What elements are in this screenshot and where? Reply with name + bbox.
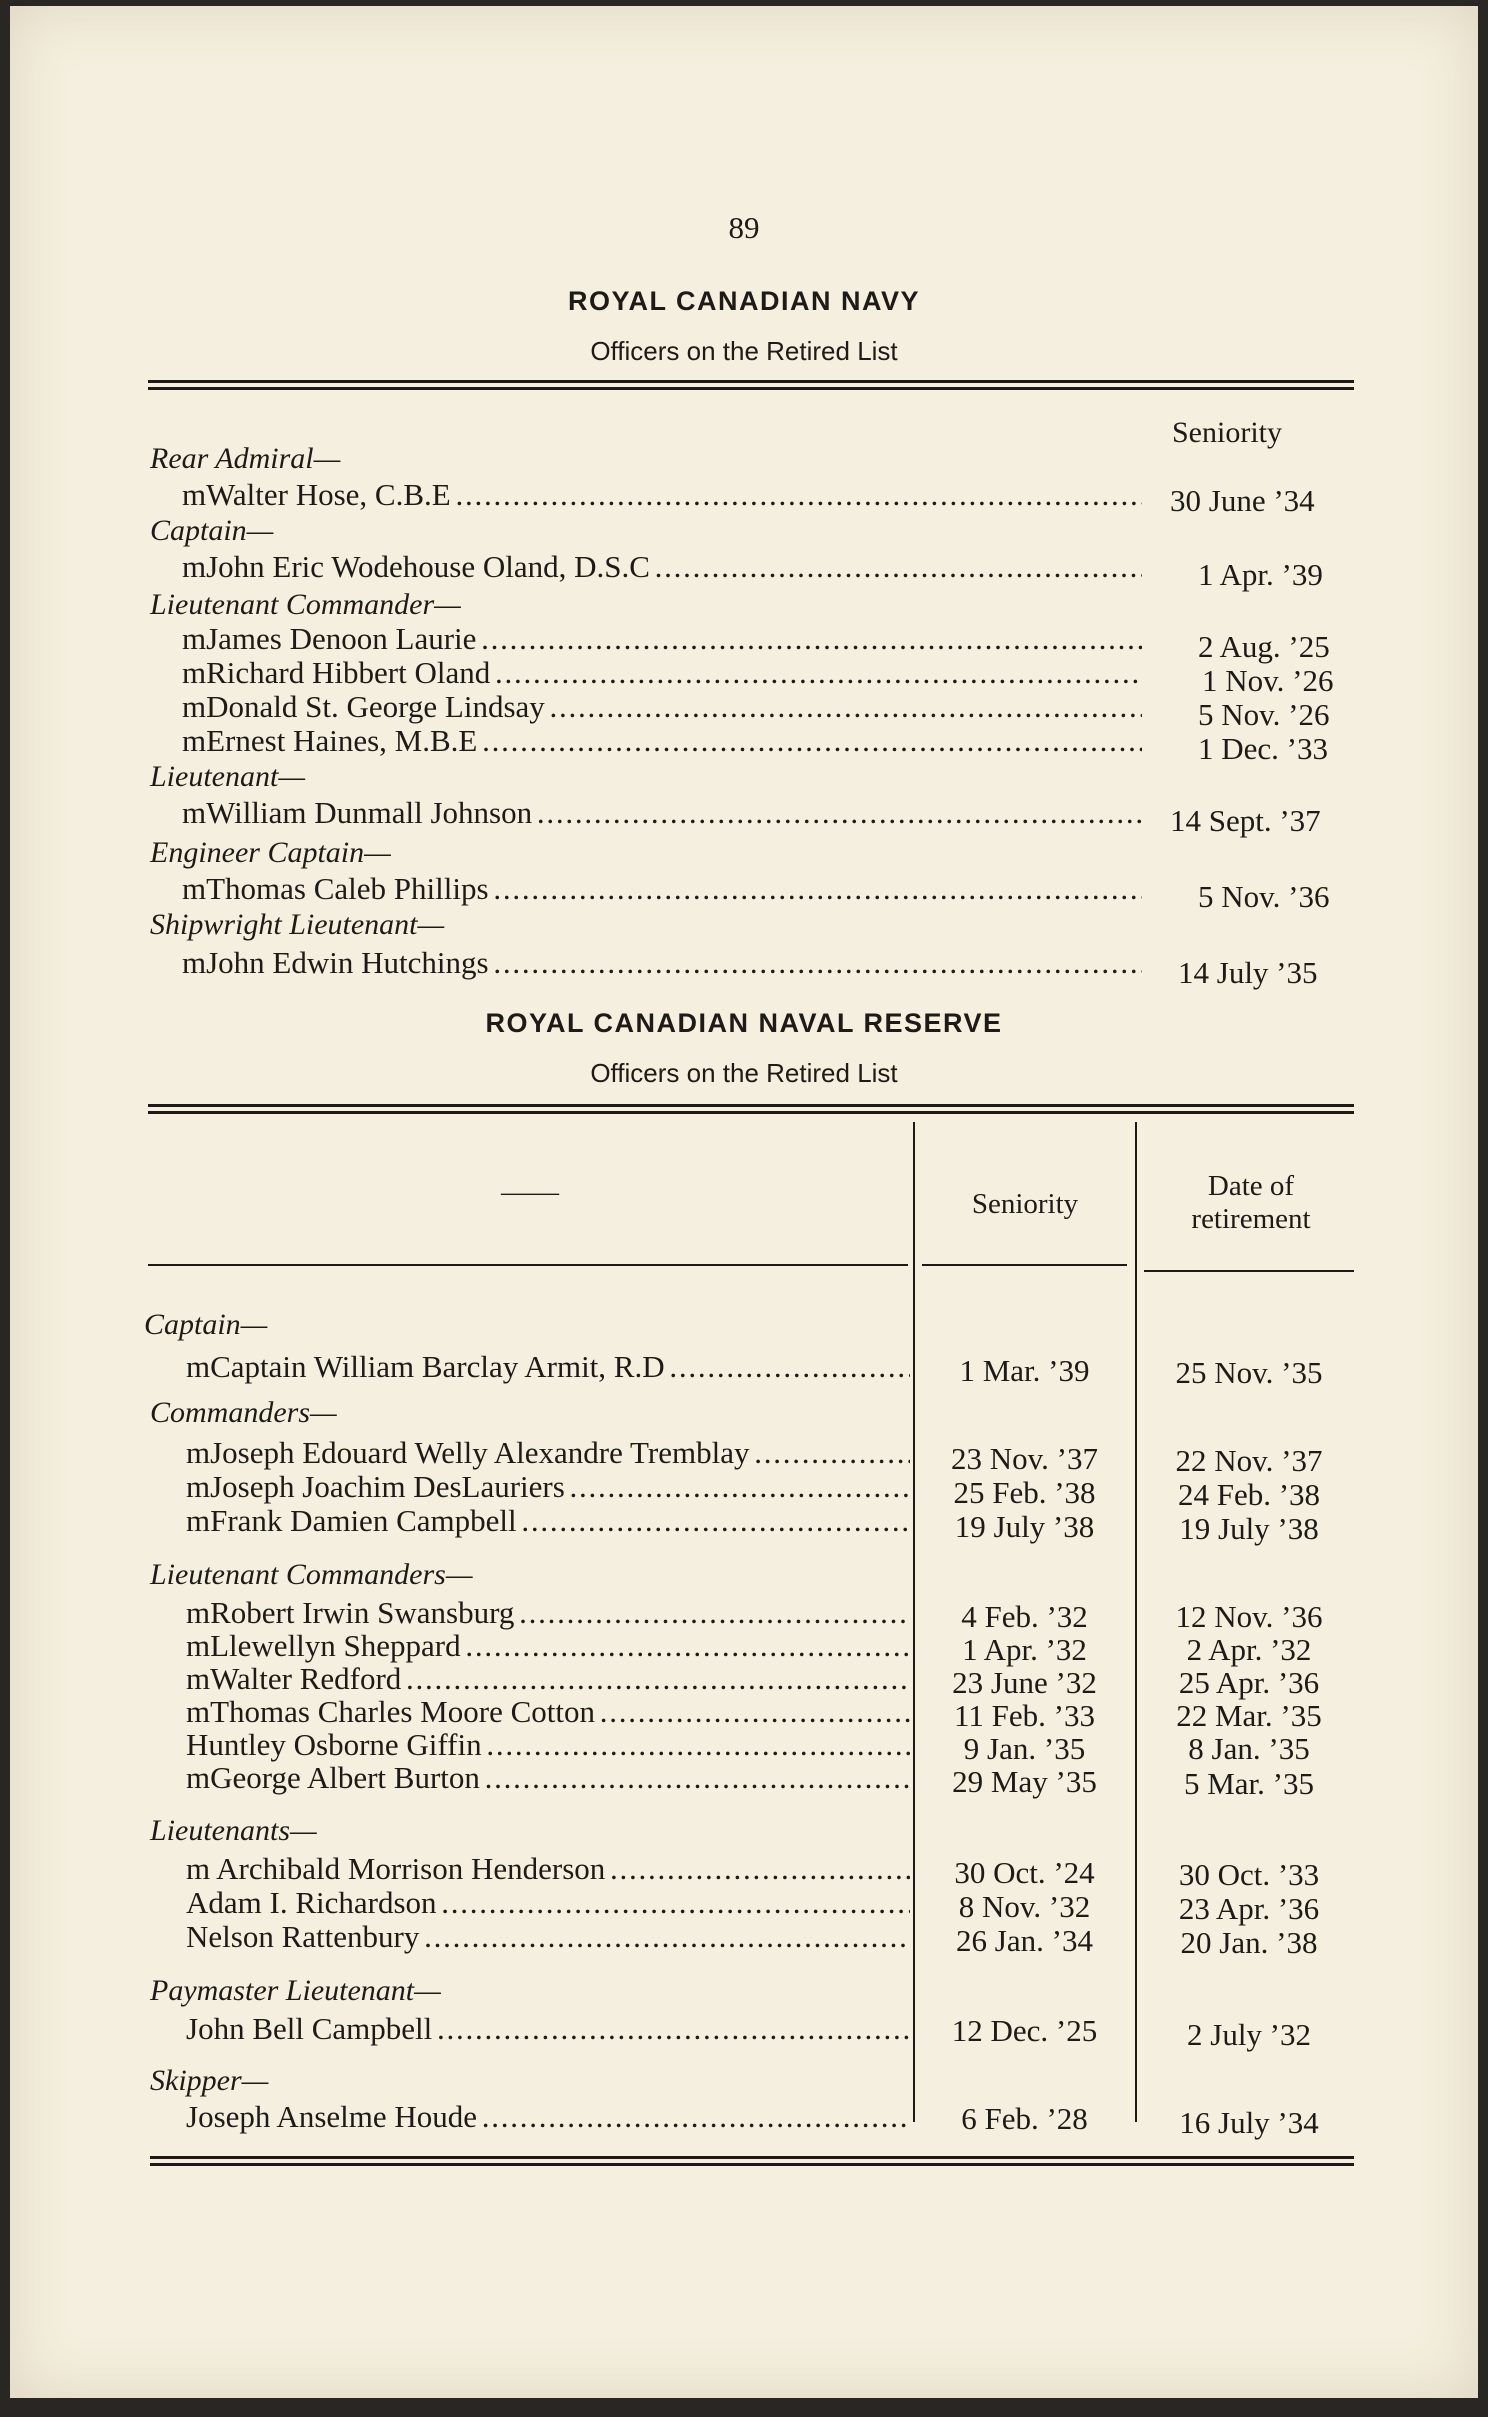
seniority-cell: 23 Nov. ’37 bbox=[951, 1441, 1098, 1476]
navy-officer-row: mDonald St. George Lindsay . . . bbox=[182, 690, 1142, 724]
reserve-officer-row: John Bell Campbell . . . bbox=[186, 2012, 910, 2046]
navy-rank-shipwright-lieutenant: Shipwright Lieutenant— bbox=[150, 908, 445, 941]
navy-seniority-header: Seniority bbox=[1172, 416, 1282, 449]
navy-officer-row: mWilliam Dunmall Johnson . . . bbox=[182, 796, 1142, 830]
navy-rank-lieutenant: Lieutenant— bbox=[150, 760, 305, 793]
reserve-officer-row: mJoseph Joachim DesLauriers . . . bbox=[186, 1470, 910, 1504]
bottom-rule bbox=[150, 2156, 1354, 2166]
navy-officer-row: mRichard Hibbert Oland . . . bbox=[182, 656, 1142, 690]
seniority-cell: 26 Jan. ’34 bbox=[956, 1923, 1093, 1958]
navy-rank-rear-admiral: Rear Admiral— bbox=[150, 442, 341, 475]
navy-top-rule bbox=[148, 380, 1354, 390]
column-divider bbox=[1135, 1122, 1137, 2122]
document-page bbox=[10, 6, 1478, 2398]
seniority-cell: 30 Oct. ’24 bbox=[954, 1855, 1095, 1890]
navy-officer-row: mErnest Haines, M.B.E . . . bbox=[182, 724, 1142, 758]
retirement-cell: 5 Mar. ’35 bbox=[1183, 1766, 1314, 1801]
seniority-cell: 23 June ’32 bbox=[952, 1665, 1097, 1700]
seniority-column-header: Seniority bbox=[971, 1188, 1079, 1220]
reserve-rank-skipper: Skipper— bbox=[150, 2064, 269, 2097]
reserve-officer-row: mJoseph Edouard Welly Alexandre Tremblay . . . bbox=[186, 1436, 910, 1470]
reserve-officer-row: mWalter Redford . . . bbox=[186, 1662, 910, 1696]
retirement-cell: 25 Nov. ’35 bbox=[1175, 1355, 1323, 1390]
retirement-cell: 22 Nov. ’37 bbox=[1175, 1443, 1323, 1478]
reserve-officer-row: mLlewellyn Sheppard . . . bbox=[186, 1629, 910, 1663]
header-rule bbox=[1144, 1270, 1354, 1272]
retirement-cell: 2 July ’32 bbox=[1187, 2017, 1311, 2052]
retirement-cell: 8 Jan. ’35 bbox=[1188, 1731, 1310, 1766]
reserve-officer-row: mFrank Damien Campbell . . . bbox=[186, 1504, 910, 1538]
navy-officer-row: mThomas Caleb Phillips . . . bbox=[182, 872, 1142, 906]
navy-officer-row: mWalter Hose, C.B.E . . . bbox=[182, 478, 1142, 512]
seniority-cell: 9 Jan. ’35 bbox=[963, 1731, 1086, 1766]
retirement-cell: 12 Nov. ’36 bbox=[1175, 1599, 1323, 1634]
navy-seniority-value: 1 Dec. ’33 bbox=[1198, 731, 1328, 766]
reserve-officer-row: m Archibald Morrison Henderson . . . bbox=[186, 1852, 910, 1886]
reserve-rank-lieutenant-commanders: Lieutenant Commanders— bbox=[150, 1558, 473, 1591]
seniority-cell: 19 July ’38 bbox=[954, 1509, 1095, 1544]
navy-seniority-value: 1 Nov. ’26 bbox=[1202, 663, 1334, 698]
reserve-officer-row: mCaptain William Barclay Armit, R.D . . . bbox=[186, 1350, 910, 1384]
seniority-cell: 1 Apr. ’32 bbox=[962, 1632, 1087, 1667]
retirement-column-header: Date of retirement bbox=[1191, 1170, 1311, 1235]
reserve-rank-paymaster-lieutenant: Paymaster Lieutenant— bbox=[150, 1974, 441, 2007]
header-rule bbox=[922, 1264, 1127, 1266]
retirement-cell: 16 July ’34 bbox=[1179, 2105, 1319, 2140]
reserve-officer-row: Nelson Rattenbury . . . bbox=[186, 1920, 910, 1954]
navy-seniority-value: 5 Nov. ’36 bbox=[1198, 879, 1330, 914]
retirement-cell: 25 Apr. ’36 bbox=[1178, 1665, 1320, 1700]
seniority-cell: 29 May ’35 bbox=[952, 1764, 1097, 1799]
seniority-cell: 4 Feb. ’32 bbox=[961, 1599, 1088, 1634]
name-column-header: —— bbox=[501, 1176, 559, 1208]
seniority-cell: 1 Mar. ’39 bbox=[959, 1353, 1090, 1388]
seniority-cell: 6 Feb. ’28 bbox=[961, 2101, 1088, 2136]
retirement-cell: 23 Apr. ’36 bbox=[1178, 1891, 1320, 1926]
header-rule bbox=[148, 1264, 908, 1266]
reserve-officer-row: Huntley Osborne Giffin . . . bbox=[186, 1728, 910, 1762]
reserve-rank-captain: Captain— bbox=[144, 1308, 268, 1341]
column-divider bbox=[913, 1122, 915, 2122]
seniority-cell: 12 Dec. ’25 bbox=[951, 2013, 1098, 2048]
navy-seniority-value: 14 July ’35 bbox=[1178, 955, 1318, 990]
retirement-cell: 30 Oct. ’33 bbox=[1178, 1857, 1320, 1892]
navy-officer-row: mJohn Edwin Hutchings . . . bbox=[182, 946, 1142, 980]
retirement-cell: 24 Feb. ’38 bbox=[1177, 1477, 1321, 1512]
reserve-subtitle: Officers on the Retired List bbox=[590, 1058, 898, 1088]
seniority-cell: 8 Nov. ’32 bbox=[958, 1889, 1091, 1924]
navy-rank-lieutenant-commander: Lieutenant Commander— bbox=[150, 588, 461, 621]
retirement-cell: 20 Jan. ’38 bbox=[1180, 1925, 1318, 1960]
reserve-rank-lieutenants: Lieutenants— bbox=[150, 1814, 317, 1847]
reserve-title: ROYAL CANADIAN NAVAL RESERVE bbox=[485, 1008, 1003, 1038]
navy-subtitle: Officers on the Retired List bbox=[590, 336, 898, 366]
navy-officer-row: mJohn Eric Wodehouse Oland, D.S.C . . . bbox=[182, 550, 1142, 584]
navy-seniority-value: 1 Apr. ’39 bbox=[1198, 557, 1323, 592]
reserve-officer-row: mRobert Irwin Swansburg . . . bbox=[186, 1596, 910, 1630]
page-number: 89 bbox=[728, 210, 760, 245]
navy-seniority-value: 14 Sept. ’37 bbox=[1170, 803, 1321, 838]
seniority-cell: 11 Feb. ’33 bbox=[954, 1698, 1095, 1733]
seniority-cell: 25 Feb. ’38 bbox=[953, 1475, 1096, 1510]
reserve-rank-commanders: Commanders— bbox=[150, 1396, 337, 1429]
reserve-officer-row: mGeorge Albert Burton . . . bbox=[186, 1761, 910, 1795]
reserve-top-rule bbox=[148, 1104, 1354, 1114]
retirement-cell: 2 Apr. ’32 bbox=[1186, 1632, 1312, 1667]
retirement-cell: 19 July ’38 bbox=[1179, 1511, 1319, 1546]
navy-seniority-value: 5 Nov. ’26 bbox=[1198, 697, 1330, 732]
navy-officer-row: mJames Denoon Laurie . . . bbox=[182, 622, 1142, 656]
navy-rank-captain: Captain— bbox=[150, 514, 274, 547]
navy-seniority-value: 30 June ’34 bbox=[1170, 483, 1315, 518]
navy-title: ROYAL CANADIAN NAVY bbox=[567, 286, 921, 316]
reserve-officer-row: mThomas Charles Moore Cotton . . . bbox=[186, 1695, 910, 1729]
reserve-officer-row: Adam I. Richardson . . . bbox=[186, 1886, 910, 1920]
retirement-cell: 22 Mar. ’35 bbox=[1176, 1698, 1322, 1733]
navy-seniority-value: 2 Aug. ’25 bbox=[1198, 629, 1330, 664]
navy-rank-engineer-captain: Engineer Captain— bbox=[150, 836, 391, 869]
reserve-officer-row: Joseph Anselme Houde . . . bbox=[186, 2100, 910, 2134]
